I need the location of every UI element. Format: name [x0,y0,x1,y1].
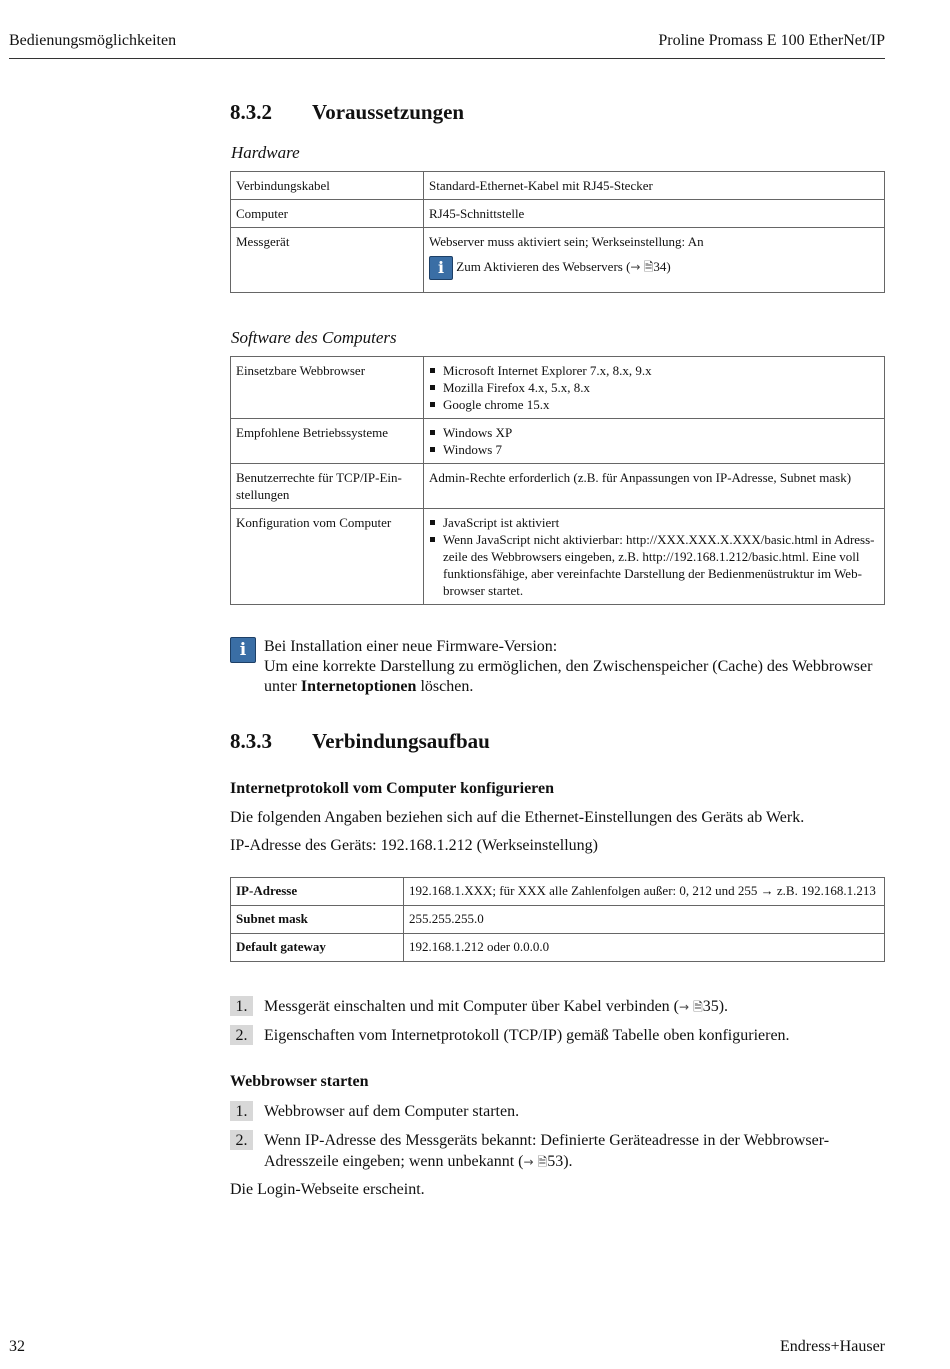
table-cell-value [424,357,885,419]
table-cell-label: Messgerät [231,228,424,293]
table-cell-label: Einsetzbare Webbrowser [231,357,424,419]
page-ref[interactable]: 53 [547,1153,564,1170]
step-item [230,1130,885,1173]
page-ref[interactable]: 35 [702,998,719,1015]
list-item: Windows 7 [429,441,879,458]
closing-paragraph: Die Login-Webseite erscheint. [230,1181,425,1198]
step-number: 1. [230,996,253,1016]
table-row [231,906,885,934]
table-cell-value: 255.255.255.0 [404,906,885,934]
table-cell-value: Standard-Ethernet-Kabel mit RJ45-Stecker [424,172,885,200]
webserver-hint [429,256,879,280]
section-number: 8.3.2 [230,100,272,124]
info-icon: i [230,637,256,663]
section-heading-833 [230,729,490,754]
note-text: löschen. [416,678,474,695]
table-cell-label: Verbindungskabel [231,172,424,200]
list-item: Google chrome 15.x [429,396,879,413]
hardware-subtitle: Hardware [231,143,300,162]
firmware-note [230,637,885,697]
list-item: Windows XP [429,424,879,441]
table-cell-value [424,419,885,464]
table-row [231,172,885,200]
subsection-heading: Internetprotokoll vom Computer konfigurieren [230,780,554,797]
table-cell-value: 192.168.1.212 oder 0.0.0.0 [404,934,885,962]
table-cell-label: Empfohlene Betriebssysteme [231,419,424,464]
info-icon: i [429,256,453,280]
running-header-right: Proline Promass E 100 EtherNet/IP [658,32,885,49]
list-item: JavaScript ist aktiviert [429,514,879,531]
table-cell-key: Default gateway [231,934,404,962]
arrow-icon: → [523,1155,534,1169]
section-number: 8.3.3 [230,729,272,753]
table-row [231,878,885,906]
step-number: 1. [230,1101,253,1121]
table-row [231,200,885,228]
list-item: Mozilla Firefox 4.x, 5.x, 8.x [429,379,879,396]
table-cell-value: Admin-Rechte erforderlich (z.B. für Anpassungen von IP-Adresse, Subnet mask) [424,464,885,509]
table-row [231,419,885,464]
hint-close: ) [666,258,671,274]
step-item [230,996,885,1018]
step-item [230,1101,885,1122]
table-cell-label: Computer [231,200,424,228]
step-text-part: ). [718,998,729,1015]
table-row [231,509,885,605]
browser-list [429,362,879,413]
hardware-table [230,171,885,293]
note-line [264,657,885,697]
section-heading-832 [230,100,464,125]
ip-settings-table [230,877,885,962]
paragraph: IP-Adresse des Geräts: 192.168.1.212 (Werkseinstellung) [230,837,598,854]
cell-text: Webserver muss aktiviert sein; Werkseinstellung: An [429,234,704,249]
software-table [230,356,885,605]
header-rule [9,58,885,59]
step-text-part: Messgerät einschalten und mit Computer über Kabel verbinden ( [264,998,679,1015]
page-icon: 🗎 [537,1155,548,1169]
page-number: 32 [9,1338,25,1355]
table-cell-key: IP-Adresse [231,878,404,906]
step-item [230,1025,885,1046]
brand-name: Endress+Hauser [780,1338,885,1355]
step-text [264,1130,885,1173]
step-text [264,996,885,1018]
note-bold: Internetoptionen [300,678,417,695]
table-cell-value: 192.168.1.XXX; für XXX alle Zahlenfolgen außer: 0, 212 und 255 → z.B. 192.168.1.213 [404,878,885,906]
arrow-icon: → [679,1000,690,1014]
table-row [231,357,885,419]
note-line: Bei Installation einer neue Firmware-Version: [264,638,558,655]
table-cell-key: Subnet mask [231,906,404,934]
page-icon: 🗎 [693,1000,703,1014]
section-title: Voraussetzungen [312,100,465,124]
table-row [231,464,885,509]
table-cell-value [424,509,885,605]
step-text: Eigenschaften vom Internetprotokoll (TCP/IP) gemäß Tabelle oben konfigurieren. [264,1027,790,1044]
step-number: 2. [230,1130,253,1150]
step-text-part: Wenn IP-Adresse des Messgeräts bekannt: Definierte Geräteadresse in der Webbrowser-Adresszeile eingeben; wenn unbekannt ( [264,1132,830,1170]
paragraph: Die folgenden Angaben beziehen sich auf die Ethernet-Einstellungen des Geräts ab Werk. [230,809,805,826]
running-header-left: Bedienungsmöglichkeiten [9,32,177,49]
note-text: Um eine korrekte Darstellung zu ermöglichen, den Zwischenspeicher (Cache) des Webbrowser unter [264,658,873,695]
table-row [231,228,885,293]
hint-text: Zum Aktivieren des Webservers ( [456,258,631,274]
table-cell-label: Konfiguration vom Computer [231,509,424,605]
list-item: Wenn JavaScript nicht aktivierbar: http://XXX.XXX.X.XXX/basic.html in Adress-zeile des Webbrowsers eingeben, z.B. http://192.168.1.212/basic.html. Eine voll funktionsfähige, aber vereinfachte Darstellung der Bedienmenüstruktur im Web-browser startet. [429,531,879,599]
subsection-heading: Webbrowser starten [230,1073,369,1090]
step-text-part: ). [563,1153,573,1170]
table-cell-value: RJ45-Schnittstelle [424,200,885,228]
hint-page[interactable]: 34 [653,258,667,274]
list-item: Microsoft Internet Explorer 7.x, 8.x, 9.x [429,362,879,379]
config-list [429,514,879,599]
step-text: Webbrowser auf dem Computer starten. [264,1103,520,1120]
os-list [429,424,879,458]
arrow-icon: → [630,259,641,274]
section-title: Verbindungsaufbau [312,729,490,753]
firmware-note-text [264,637,885,697]
page-icon: 🗎 [643,259,654,274]
step-number: 2. [230,1025,253,1045]
table-row [231,934,885,962]
software-subtitle: Software des Computers [231,328,397,347]
table-cell-value [424,228,885,293]
table-cell-label: Benutzerrechte für TCP/IP-Ein-stellungen [231,464,424,509]
